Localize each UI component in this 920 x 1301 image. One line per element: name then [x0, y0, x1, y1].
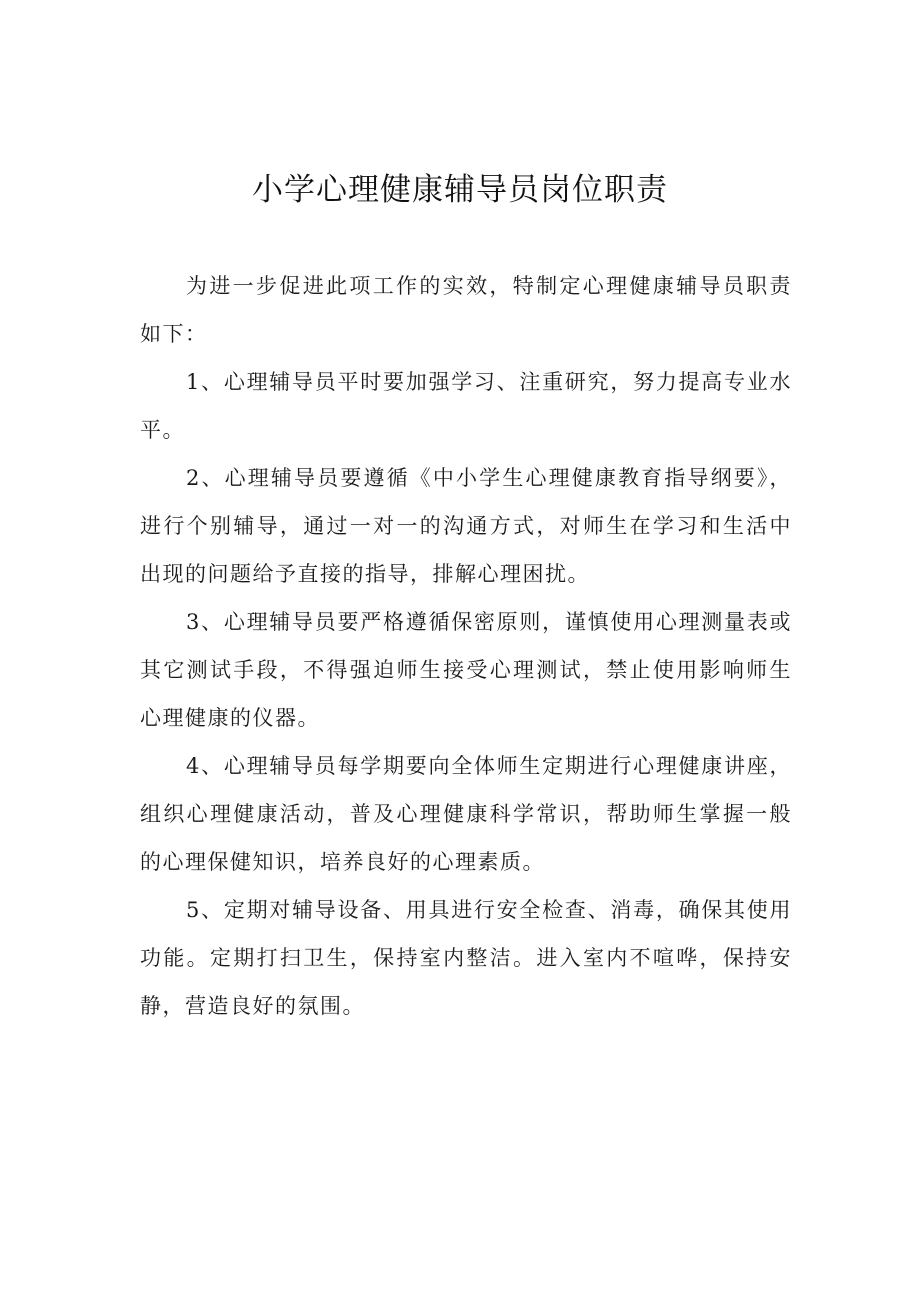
intro-paragraph: 为进一步促进此项工作的实效，特制定心理健康辅导员职责如下： — [140, 274, 792, 346]
document-title: 小学心理健康辅导员岗位职责 — [252, 172, 668, 208]
duty-item-5: 5、定期对辅导设备、用具进行安全检查、消毒，确保其使用功能。定期打扫卫生，保持室内整洁。进入室内不喧哗，保持安静，营造良好的氛围。 — [140, 898, 792, 1018]
document-body — [140, 262, 792, 1030]
duty-item-1: 1、心理辅导员平时要加强学习、注重研究，努力提高专业水平。 — [140, 370, 792, 442]
duty-item-2: 2、心理辅导员要遵循《中小学生心理健康教育指导纲要》，进行个别辅导，通过一对一的沟通方式，对师生在学习和生活中出现的问题给予直接的指导，排解心理困扰。 — [140, 466, 792, 586]
duty-item-3: 3、心理辅导员要严格遵循保密原则，谨慎使用心理测量表或其它测试手段，不得强迫师生接受心理测试，禁止使用影响师生心理健康的仪器。 — [140, 610, 792, 730]
duty-item-4: 4、心理辅导员每学期要向全体师生定期进行心理健康讲座，组织心理健康活动，普及心理健康科学常识，帮助师生掌握一般的心理保健知识，培养良好的心理素质。 — [140, 754, 792, 874]
